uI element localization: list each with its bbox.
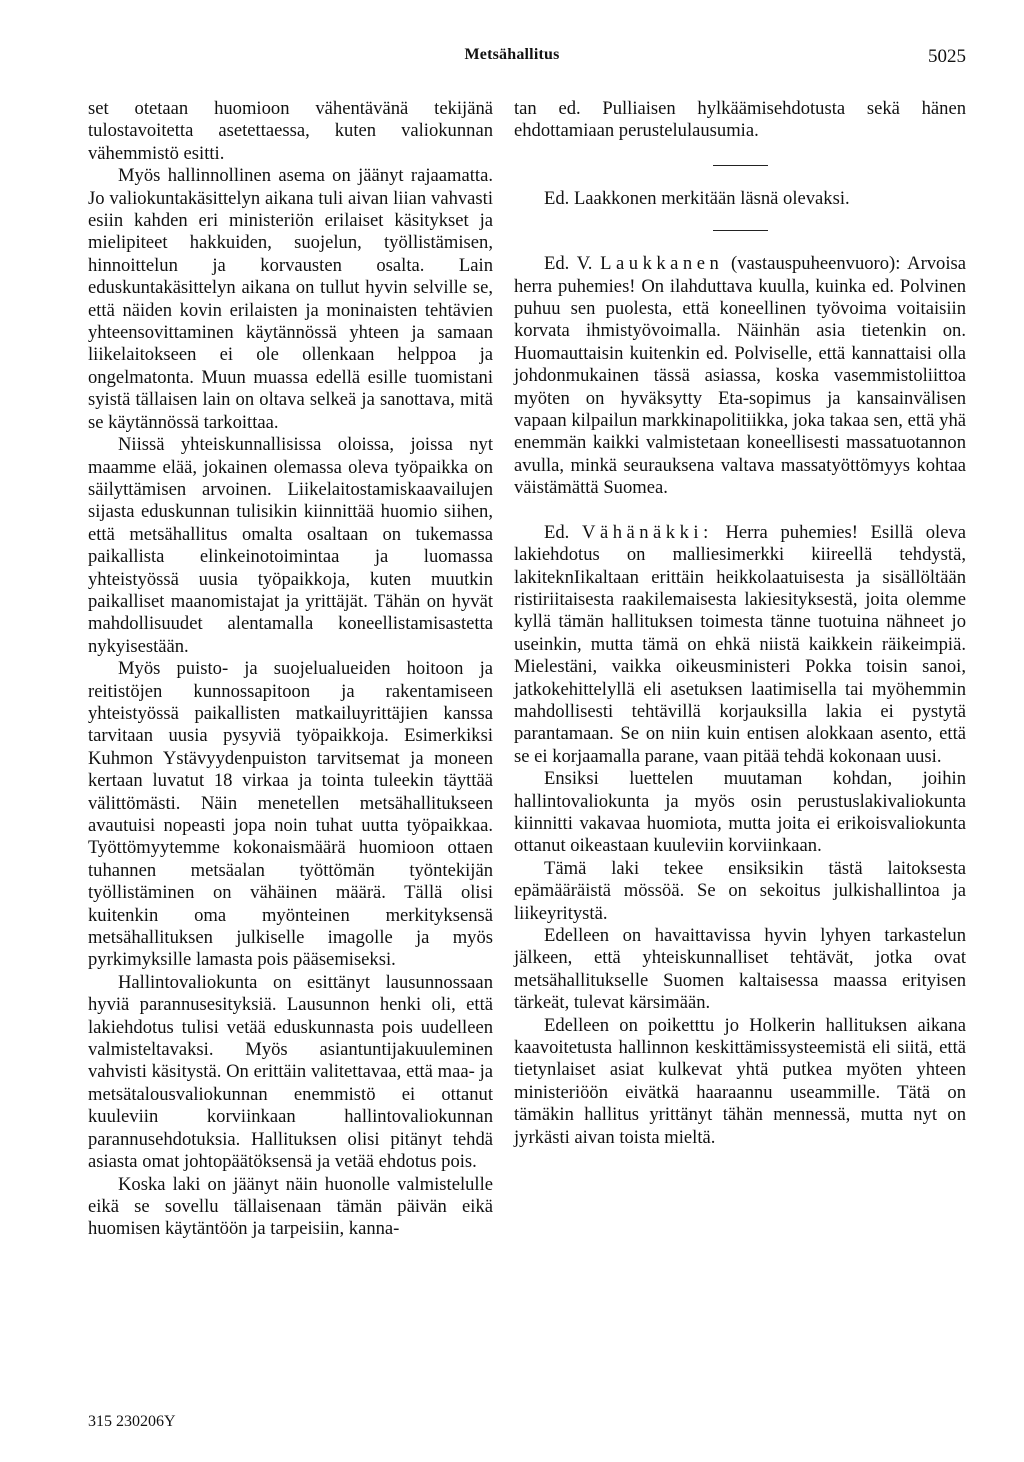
paragraph: Myös puisto- ja suojelualueiden hoitoon ja reitistöjen kunnossapitoon ja rakentamiseen yhteistyössä paikallisten matkailuyrittäjien kanssa tarvitaan uusia pysyviä työpaikkoja. Esimerkiksi Kuhmon Ystävyydenpuiston tarvitsemat ja moneen kertaan luvatut 18 virkaa ja tointa tuleekin täyttää välittömästi. Näin menetellen metsähallitukseen avautuisi nopeasti jopa noin tuhat uutta työpaikkaa. Työttömyytemme kokonaismäärä huomioon ottaen tuhannen metsäalan työttömän työntekijän työllistäminen on vähäinen määrä. Tällä olisi kuitenkin oma myönteinen merkityksensä metsähallituksen julkiselle imagolle ja myös pyrkimyksille lamasta pois pääsemiseksi. — [88, 658, 493, 971]
speaker-name: Vähänäkki: — [582, 521, 713, 543]
speaker-role: (vastauspuheenvuoro): — [731, 253, 901, 275]
attendance-notice: Ed. Laakkonen merkitään läsnä olevaksi. — [544, 187, 850, 209]
speaker-name: Laukkanen — [600, 253, 724, 275]
paragraph: Edelleen on poiketttu jo Holkerin hallituksen aikana kaavoitetusta hallinnon keskittämissysteemistä eli siitä, että tietynlaiset asiat kulkevat yhtä putkea myöten yhteen ministeriöön eivätkä haaraannu useammille. Tätä on tämäkin hallitus yrittänyt tähän mennessä, mutta nyt on jyrkästi aivan toista mieltä. — [514, 1014, 966, 1148]
left-column — [88, 98, 493, 1241]
speech-text: Herra puhemies! Esillä oleva lakiehdotus on malliesimerkki kiireellä tehdystä, lakiteknIikaltaan erittäin heikkolaatuisesta ja sisällöltään ristiriitaisesta raakilemaisesta lakiesityksestä, joita olemme kyllä tämän hallituksen toimesta tänne tuotuina nähneet jo useinkin, mutta tämä on ehkä niistä kaikkein räikeimpiä. Mielestäni, vaikka oikeusministeri Pokka toisin sanoi, jatkokehittelyllä eli asetuksen laatimisella tai myöhemmin mahdollisesti tehtävillä korjauksilla lakia ei pystytä parantamaan. Se on niin kuin entisen alokkaan asento, että se ei korjaamalla parane, vaan pitää tehdä kokonaan uusi. — [514, 521, 966, 767]
paragraph-continuation: tan ed. Pulliaisen hylkäämisehdotusta sekä hänen ehdottamiaan perustelulausumia. — [514, 98, 966, 142]
speaker-prefix: Ed. V. — [544, 253, 593, 275]
paragraph: Tämä laki tekee ensiksikin tästä laitoksesta epämääräistä mössöä. Se on sekoitus julkishallintoa ja liikeyritystä. — [514, 857, 966, 924]
speaker-prefix: Ed. — [544, 521, 570, 543]
speech-text: Arvoisa herra puhemies! On ilahduttava kuulla, kuinka ed. Polvinen puhuu sen puolesta, että koneellinen työvoima voitaisiin korvata ihmistyövoimalla. Näinhän asia tietenkin on. Huomauttaisin kuitenkin ed. Polviselle, että kannattaisi olla johdonmukainen tässä asiassa, koska vasemmistoliittoa myöten on hyväksytty Eta-sopimus ja kansainvälisen vapaan kilpailun markkinapolitiikka, joka takaa sen, että yhä enemmän kaikki valmistetaan koneellisesti massatuotannon avulla, minkä seurauksena valtava massatyöttömyys kohtaa väistämättä Suomea. — [514, 253, 967, 499]
paragraph: Hallintovaliokunta on esittänyt lausunnossaan hyviä parannusesityksiä. Lausunnon henki oli, että lakiehdotus tulisi vetää eduskunnasta pois uudelleen valmisteltavaksi. Myös asiantuntijakuuleminen vahvisti käsitystä. On erittäin valitettavaa, että maa- ja metsätalousvaliokunnan enemmistö ei ottanut kuuleviin korviinkaan hallintovaliokunnan parannusehdotuksia. Hallituksen olisi pitänyt tehdä asiasta omat johtopäätöksensä ja vetää ehdotus pois. — [88, 971, 493, 1173]
running-title: Metsähallitus — [464, 46, 560, 63]
speech-vahanakki — [514, 522, 966, 768]
paragraph: Edelleen on havaittavissa hyvin lyhyen tarkastelun jälkeen, että yhteiskunnalliset tehtävät, jotka ovat metsähallitukselle Suomen kaltaisessa maassa erityisen tärkeät, tulevat kärsimään. — [514, 925, 966, 1014]
print-code: 315 230206Y — [88, 1413, 176, 1430]
paragraph: Myös hallinnollinen asema on jäänyt rajaamatta. Jo valiokuntakäsittelyn aikana tuli aivan liian vahvasti esiin kahden eri ministeriön erilaiset käsitykset ja mielipiteet hakkuiden, suojelun, työllistämisen, hinnoittelun ja korvausten osalta. Lain eduskuntakäsittelyn aikana on tullut hyvin selville se, että näiden kovin erilaisten ja moninaisten tehtävien yhteensovittaminen käytännössä yhteen ja samaan liikelaitokseen ei ole ollenkaan helppoa ja ongelmatonta. Muun muassa edellä esille tuomistani syistä tällaisen lain on oltava selkeä ja sanottava, mitä se käytännössä tarkoittaa. — [88, 165, 493, 433]
paragraph: Koska laki on jäänyt näin huonolle valmistelulle eikä se sovellu tällaisenaan tämän päivän eikä huomisen käytäntöön ja tarpeisiin, kanna- — [88, 1173, 493, 1240]
section-divider — [713, 165, 768, 166]
page-number: 5025 — [928, 46, 966, 67]
right-column — [514, 98, 966, 1149]
paragraph: Ensiksi luettelen muutaman kohdan, joihin hallintovaliokunta ja myös osin perustuslakivaliokunta kiinnitti vakavaa huomiota, mutta joita ei erikoisvaliokunta ottanut oikeastaan kuuleviin korviinkaan. — [514, 768, 966, 857]
section-divider — [713, 230, 768, 231]
paragraph: Niissä yhteiskunnallisissa oloissa, joissa nyt maamme elää, jokainen olemassa oleva työpaikka on säilyttämisen arvoinen. Liikelaitostamiskaavailujen sijasta eduskunnan tulisikin kiinnittää huomio siihen, että metsähallitus omalta osaltaan on tukemassa paikallista elinkeinotoimintaa ja luomassa yhteistyössä uusia työpaikkoja, kuten muutkin paikalliset maanomistajat ja yrittäjät. Tähän on hyvät mahdollisuudet alentamalla koneellistamisastetta nykyisestään. — [88, 434, 493, 657]
paragraph: set otetaan huomioon vähentävänä tekijänä tulostavoitetta asetettaessa, kuten valiokunnan vähemmistö esitti. — [88, 98, 493, 164]
speech-laukkanen — [514, 253, 966, 499]
